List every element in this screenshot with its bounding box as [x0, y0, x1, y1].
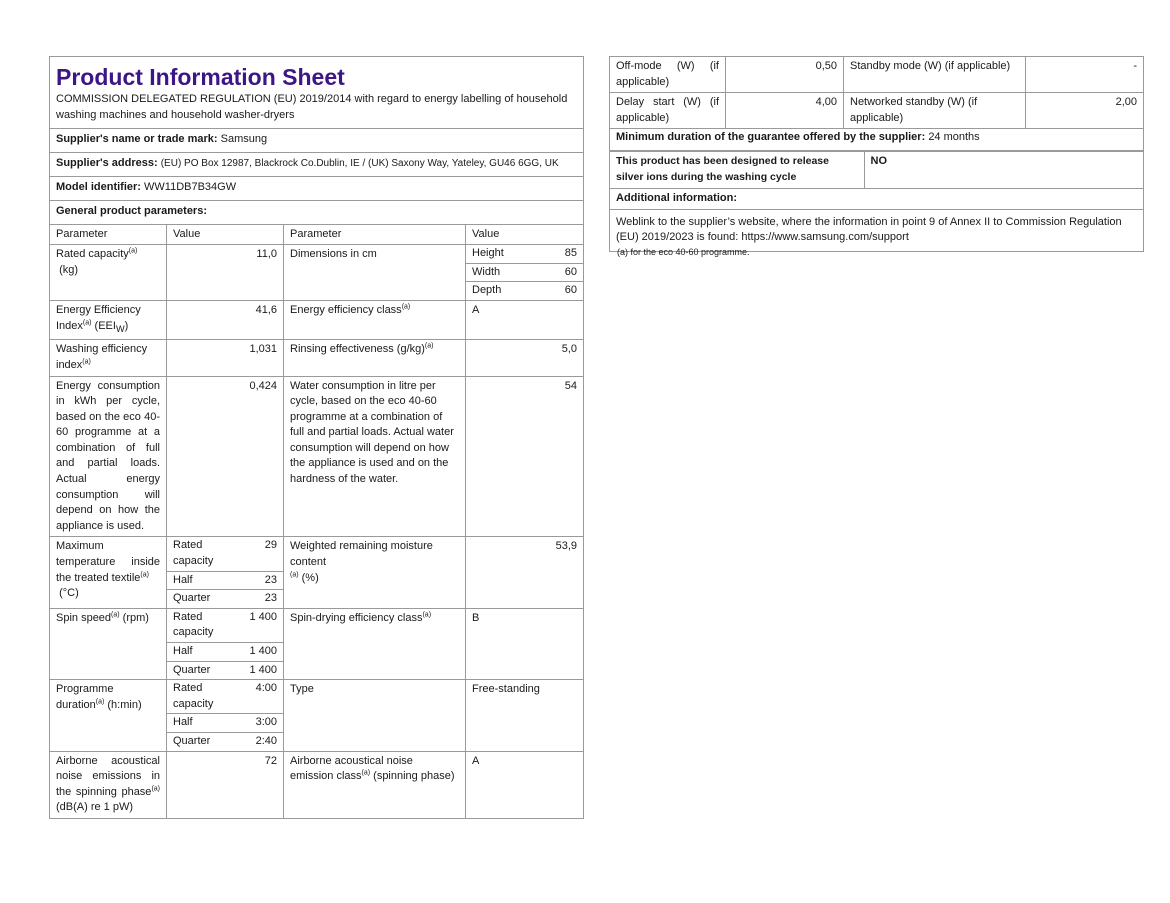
moisture-value: 53,9 [466, 537, 584, 608]
noise-value: 72 [167, 751, 284, 818]
regulation-text: COMMISSION DELEGATED REGULATION (EU) 2019/2014 with regard to energy labelling of household washing machines and household washer-dryers [56, 93, 568, 121]
type-param: Type [284, 680, 466, 751]
guarantee-label: Minimum duration of the guarantee offered by the supplier: [616, 131, 926, 144]
energy-consumption-param: Energy consumption in kWh per cycle, based on the eco 40-60 programme at a combination of full and partial loads. Actual energy consumption will depend on how the appliance is used. [50, 376, 167, 537]
off-mode-value: 0,50 [726, 57, 844, 93]
energy-consumption-value: 0,424 [167, 376, 284, 537]
header-parameter: Parameter [50, 224, 167, 245]
header-parameter-2: Parameter [284, 224, 466, 245]
general-params-heading: General product parameters: [50, 200, 584, 224]
off-mode-param: Off-mode (W) (if applicable) [610, 57, 726, 93]
dimensions-values: Height 85 Width 60 Depth 60 [466, 245, 584, 301]
eei-param: Energy Efficiency Index$^{(a)}$ $(EEI_W)$ [50, 300, 167, 339]
spin-class-param: Spin-drying efficiency class$^{(a)}$ [284, 608, 466, 679]
footnote: (a) for the eco 40-60 programme. [617, 247, 750, 257]
noise-param: Airborne acoustical noise emissions in the spinning phase$^{(a)}$ (dB(A) re 1 pW) [50, 751, 167, 818]
rinsing-value: 5,0 [466, 340, 584, 376]
max-temperature-param: Maximum temperature inside the treated textile$^{(a)}$ (°C) [50, 537, 167, 608]
networked-standby-param: Networked standby (W) (if applicable) [844, 93, 1026, 129]
type-value: Free-standing [466, 680, 584, 751]
supplier-name: Samsung [220, 133, 268, 146]
model-label: Model identifier: [56, 181, 141, 194]
additional-parameters-table [609, 56, 1144, 252]
eei-value: 41,6 [167, 300, 284, 339]
rinsing-param: Rinsing effectiveness $(g/kg)^{(a)}$ [284, 340, 466, 376]
spin-speed-param: Spin speed$^{(a)}$ (rpm) [50, 608, 167, 679]
networked-standby-value: 2,00 [1026, 93, 1144, 129]
max-temperature-values: Rated capacity 29 Half 23 Quarter 23 [167, 537, 284, 608]
energy-class-value: A [466, 300, 584, 339]
water-consumption-param: Water consumption in litre per cycle, based on the eco 40-60 programme at a combination of full and partial loads. Actual water consumption will depend on how the appliance is used and on the hardness of the water. [284, 376, 466, 537]
noise-class-value: A [466, 751, 584, 818]
water-consumption-value: 54 [466, 376, 584, 537]
duration-values: Rated capacity 4:00 Half 3:00 Quarter 2:40 [167, 680, 284, 751]
additional-info-heading: Additional information: [610, 189, 1144, 210]
supplier-weblink: Weblink to the supplier’s website, where the information in point 9 of Annex II to Commission Regulation (EU) 2019/2023 is found: https://www.samsung.com/support [610, 209, 1144, 251]
silver-ions-label: This product has been designed to release silver ions during the washing cycle [610, 152, 864, 188]
duration-param: Programme duration$^{(a)}$ (h:min) [50, 680, 167, 751]
header-value-2: Value [466, 224, 584, 245]
page-title: Product Information Sheet [56, 64, 345, 90]
delay-start-value: 4,00 [726, 93, 844, 129]
delay-start-param: Delay start (W) (if applicable) [610, 93, 726, 129]
model-identifier: WW11DB7B34GW [144, 181, 237, 194]
silver-ions-value: NO [870, 154, 887, 167]
silver-ions-row [610, 151, 1144, 189]
guarantee-value: 24 months [928, 131, 980, 144]
product-information-table [49, 56, 584, 819]
spin-class-value: B [466, 608, 584, 679]
dimensions-param: Dimensions in cm [284, 245, 466, 301]
header-value: Value [167, 224, 284, 245]
rated-capacity-value: 11,0 [167, 245, 284, 301]
standby-value: - [1026, 57, 1144, 93]
energy-class-param: Energy efficiency class$^{(a)}$ [284, 300, 466, 339]
rated-capacity-param: Rated capacity$^{(a)}$ (kg) [50, 245, 167, 301]
standby-param: Standby mode (W) (if applicable) [844, 57, 1026, 93]
washing-efficiency-value: 1,031 [167, 340, 284, 376]
supplier-address-label: Supplier's address: [56, 156, 158, 169]
moisture-param: Weighted remaining moisture content $^{(a)}$ (%) [284, 537, 466, 608]
supplier-address: (EU) PO Box 12987, Blackrock Co.Dublin, IE / (UK) Saxony Way, Yateley, GU46 6GG, UK [160, 157, 559, 169]
noise-class-param: Airborne acoustical noise emission class$^{(a)}$ (spinning phase) [284, 751, 466, 818]
washing-efficiency-param: Washing efficiency index$^{(a)}$ [50, 340, 167, 376]
spin-speed-values: Rated capacity 1 400 Half 1 400 Quarter 1 400 [167, 608, 284, 679]
supplier-name-label: Supplier's name or trade mark: [56, 133, 218, 146]
